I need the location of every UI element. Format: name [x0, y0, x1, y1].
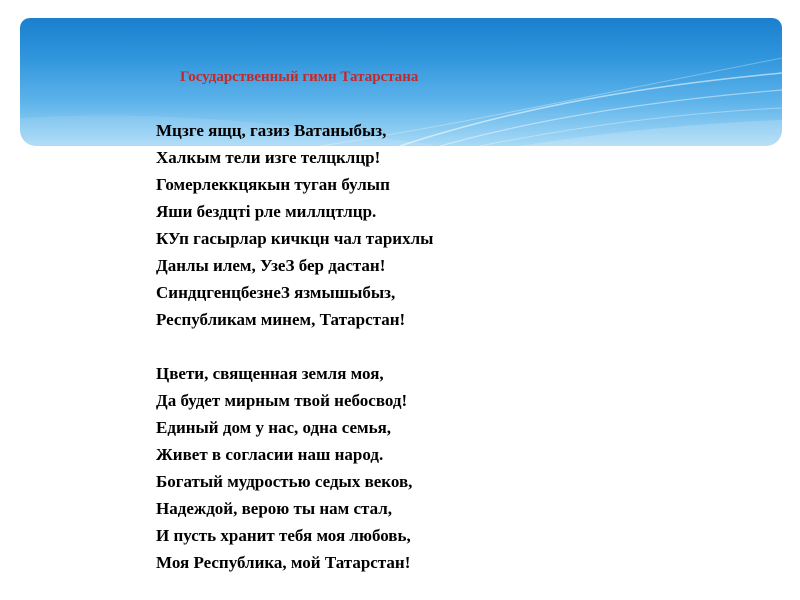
poem-line: КУп гасырлар кичкцн чал тарихлы [156, 229, 434, 248]
poem-line: Моя Республика, мой Татарстан! [156, 553, 411, 572]
poem-line: Мцзге ящц, газиз Ватаныбыз, [156, 121, 387, 140]
poem-line: Надеждой, верою ты нам стал, [156, 499, 393, 518]
poem-line: Яши бездцті рле миллцтлцр. [156, 202, 377, 221]
poem-line: Гомерлеккцякын туган булып [156, 175, 390, 194]
poem-line: Цвети, священная земля моя, [156, 364, 384, 383]
poem-line: Живет в согласии наш народ. [156, 445, 384, 464]
poem-line: СиндцгенцбезнеЗ язмышыбыз, [156, 283, 396, 302]
poem-line: Да будет мирным твой небосвод! [156, 391, 408, 410]
stanza-russian [156, 360, 433, 576]
poem-line: Единый дом у нас, одна семья, [156, 418, 392, 437]
stanza-tatar [156, 117, 433, 333]
poem-line: Халкым тели изге телцклцр! [156, 148, 381, 167]
anthem-text [156, 117, 433, 576]
poem-line: Богатый мудростью седых веков, [156, 472, 413, 491]
poem-line: Республикам минем, Татарстан! [156, 310, 406, 329]
poem-line: И пусть хранит тебя моя любовь, [156, 526, 411, 545]
anthem-title: Государственный гимн Татарстана [180, 69, 419, 85]
poem-line: Данлы илем, УзеЗ бер дастан! [156, 256, 386, 275]
